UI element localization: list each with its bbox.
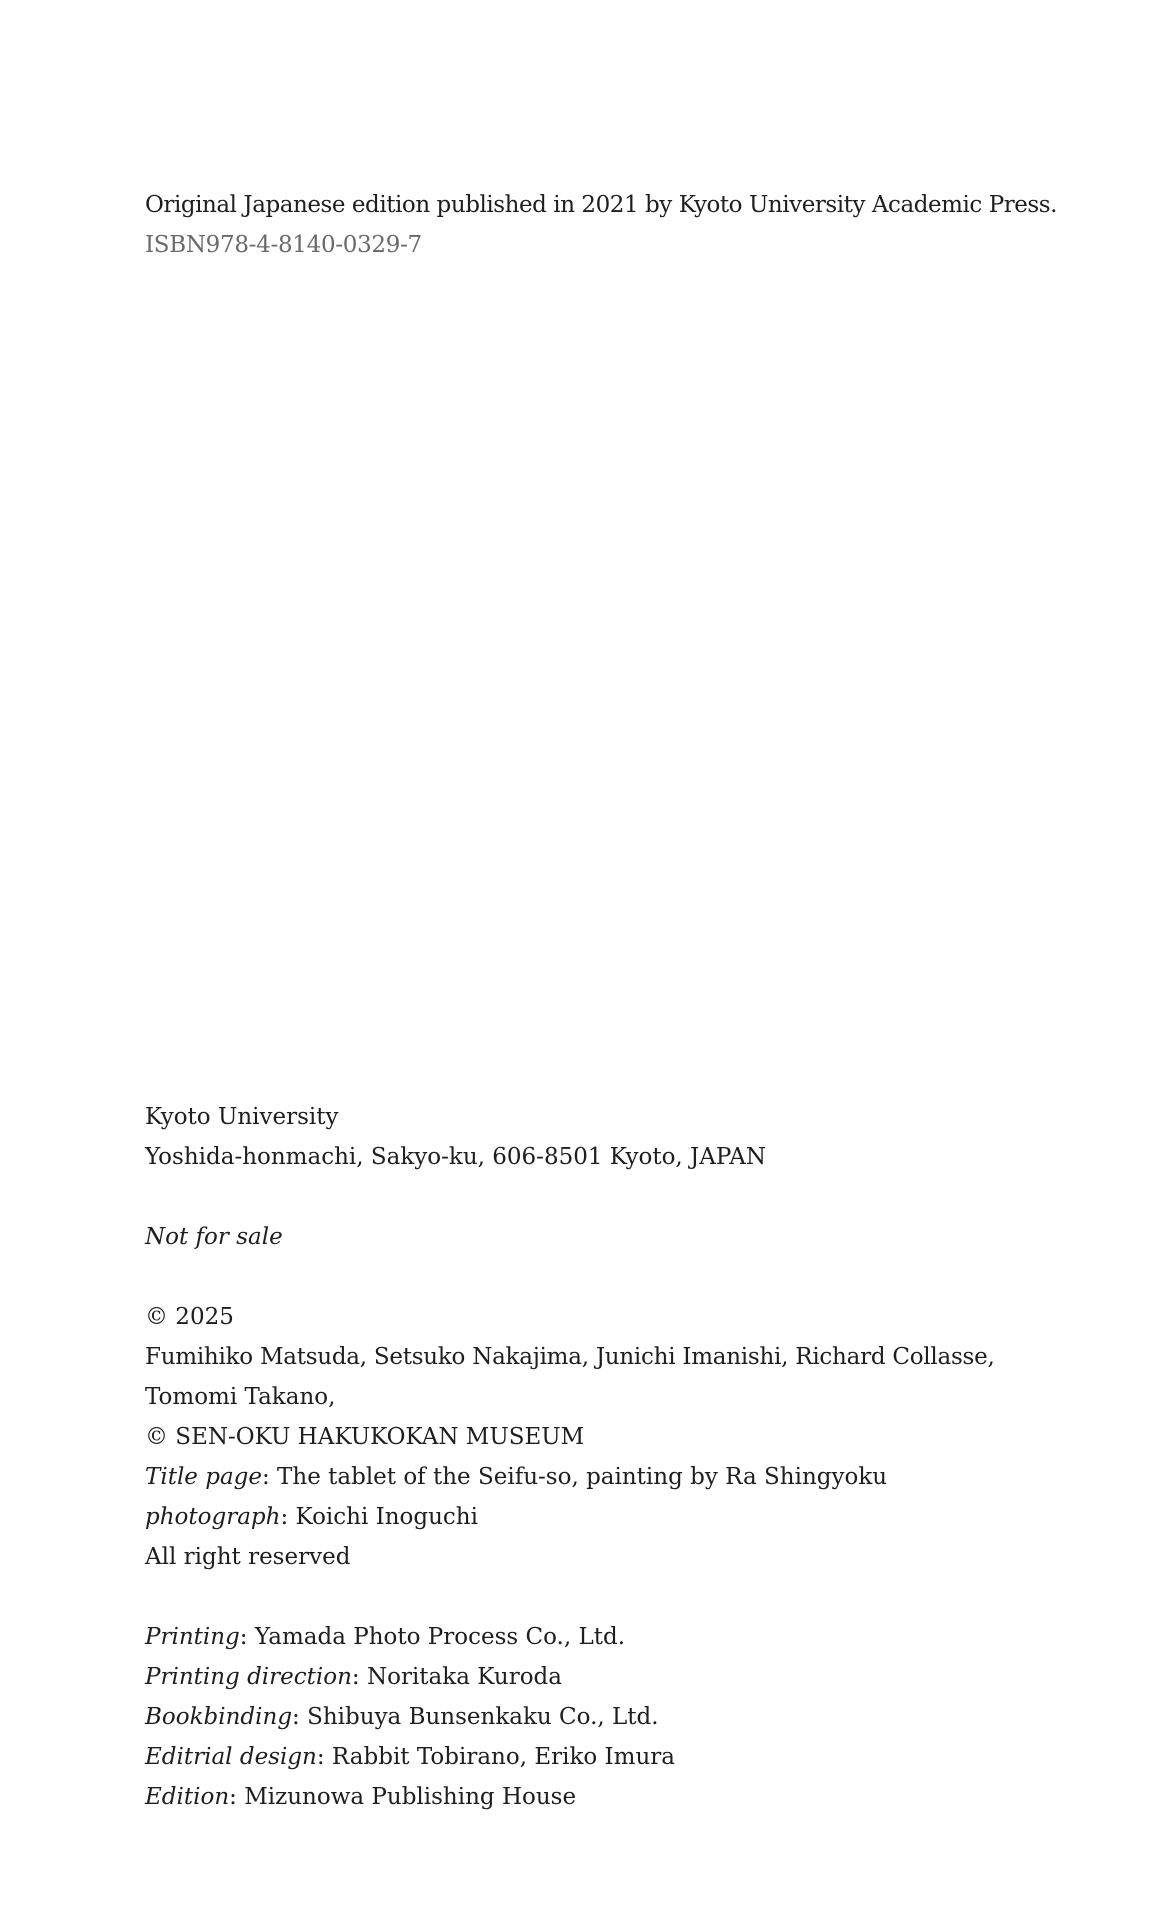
photograph-label: photograph: [145, 1504, 281, 1530]
credit-label: Printing direction: [145, 1664, 352, 1690]
original-edition-note: Original Japanese edition published in 2021 by Kyoto University Academic Press.: [145, 192, 1057, 218]
photograph-value: : Koichi Inoguchi: [280, 1504, 478, 1530]
credit-value: : Shibuya Bunsenkaku Co., Ltd.: [292, 1704, 659, 1730]
publisher-address: Yoshida-honmachi, Sakyo-ku, 606-8501 Kyoto, JAPAN: [145, 1144, 766, 1170]
credit-value: : Mizunowa Publishing House: [229, 1784, 577, 1810]
sale-notice: Not for sale: [145, 1224, 283, 1250]
credit-label: Bookbinding: [145, 1704, 293, 1730]
credit-printing: [145, 1617, 1045, 1657]
publication-info: [145, 185, 1057, 265]
credit-editorial-design: [145, 1737, 1045, 1777]
photograph-credit: [145, 1497, 1045, 1537]
copyright-year: © 2025: [145, 1304, 234, 1330]
publisher-name: Kyoto University: [145, 1104, 339, 1130]
credit-value: : Noritaka Kuroda: [351, 1664, 562, 1690]
title-page-label: Title page: [145, 1464, 262, 1490]
spacer: [145, 1577, 1045, 1617]
copyright-museum: © SEN-OKU HAKUKOKAN MUSEUM: [145, 1424, 585, 1450]
credit-value: : Rabbit Tobirano, Eriko Imura: [316, 1744, 675, 1770]
credit-label: Editrial design: [145, 1744, 317, 1770]
isbn: ISBN978-4-8140-0329-7: [145, 232, 422, 258]
title-page-credit: [145, 1457, 1045, 1497]
credit-bookbinding: [145, 1697, 1045, 1737]
colophon-details: [145, 1097, 1045, 1817]
copyright-authors-line2: Tomomi Takano,: [145, 1384, 336, 1410]
copyright-authors-line1: Fumihiko Matsuda, Setsuko Nakajima, Junichi Imanishi, Richard Collasse,: [145, 1344, 995, 1370]
credit-printing-direction: [145, 1657, 1045, 1697]
credit-edition: [145, 1777, 1045, 1817]
spacer: [145, 1177, 1045, 1217]
credit-value: : Yamada Photo Process Co., Ltd.: [239, 1624, 626, 1650]
rights-notice: All right reserved: [145, 1544, 351, 1570]
credit-label: Edition: [145, 1784, 230, 1810]
credit-label: Printing: [145, 1624, 240, 1650]
title-page-value: : The tablet of the Seifu-so, painting by Ra Shingyoku: [262, 1464, 888, 1490]
spacer: [145, 1257, 1045, 1297]
